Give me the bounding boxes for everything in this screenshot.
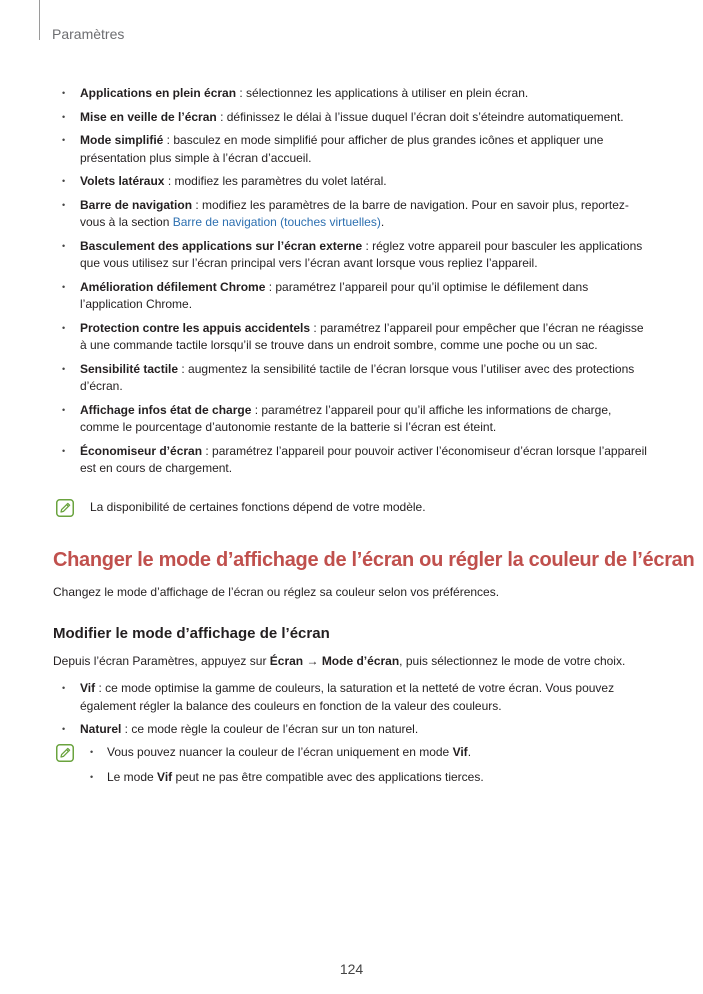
list-item: • Amélioration défilement Chrome : paramétrez l’appareil pour qu’il optimise le défilement dans l’application Chrome.	[62, 279, 652, 314]
list-item: • Sensibilité tactile : augmentez la sensibilité tactile de l’écran lorsque vous l’utiliser avec des protections d’écran.	[62, 361, 652, 396]
settings-list	[62, 85, 652, 484]
subsection-title: Modifier le mode d’affichage de l’écran	[53, 625, 330, 642]
list-item: • Volets latéraux : modifiez les paramètres du volet latéral.	[62, 173, 652, 191]
list-item: • Vif : ce mode optimise la gamme de couleurs, la saturation et la netteté de votre écran. Vous pouvez également régler la balance des couleurs en fonction de la valeur des couleurs.	[62, 680, 652, 715]
list-item: • Applications en plein écran : sélectionnez les applications à utiliser en plein écran.	[62, 85, 652, 103]
list-item: • Barre de navigation : modifiez les paramètres de la barre de navigation. Pour en savoir plus, reportez-vous à la section Barre de navigation (touches virtuelles).	[62, 197, 652, 232]
page-header-title: Paramètres	[52, 26, 125, 42]
list-item: • Affichage infos état de charge : paramétrez l’appareil pour qu’il affiche les informations de charge, comme le pourcentage d’autonomie restante de la batterie si l’écran est éteint.	[62, 402, 652, 437]
list-item: • Mode simplifié : basculez en mode simplifié pour afficher de plus grandes icônes et appliquer une présentation plus simple à l’écran d’accueil.	[62, 132, 652, 167]
note-pencil-icon	[56, 744, 74, 762]
page-number: 124	[339, 961, 364, 977]
section-intro: Changez le mode d’affichage de l’écran ou réglez sa couleur selon vos préférences.	[53, 585, 500, 599]
list-item: • Basculement des applications sur l’écran externe : réglez votre appareil pour basculer les applications que vous utilisez sur l’écran principal vers l’écran avant lorsque vous repliez l’appareil.	[62, 238, 652, 273]
note-text: La disponibilité de certaines fonctions dépend de votre modèle.	[90, 500, 426, 514]
list-item: • Mise en veille de l’écran : définissez le délai à l’issue duquel l’écran doit s’éteindre automatiquement.	[62, 109, 652, 127]
list-item: • Le mode Vif peut ne pas être compatible avec des applications tierces.	[90, 769, 650, 787]
note-pencil-icon	[56, 499, 74, 517]
display-modes-list	[62, 680, 652, 745]
navigation-bar-link[interactable]: Barre de navigation (touches virtuelles)	[172, 215, 381, 229]
list-item: • Protection contre les appuis accidentels : paramétrez l’appareil pour empêcher que l’écran ne réagisse à une commande tactile lorsqu’il se trouve dans un endroit sombre, comme une poche ou un sac.	[62, 320, 652, 355]
list-item: • Naturel : ce mode règle la couleur de l’écran sur un ton naturel.	[62, 721, 652, 739]
section-title: Changer le mode d’affichage de l’écran ou régler la couleur de l’écran	[53, 549, 695, 571]
subsection-intro: Depuis l’écran Paramètres, appuyez sur Écran → Mode d’écran, puis sélectionnez le mode de votre choix.	[53, 654, 626, 668]
list-item: • Vous pouvez nuancer la couleur de l’écran uniquement en mode Vif.	[90, 744, 650, 762]
list-item: • Économiseur d’écran : paramétrez l’appareil pour pouvoir activer l’économiseur d’écran lorsque l’appareil est en cours de chargement.	[62, 443, 652, 478]
note-list	[90, 744, 650, 793]
header-rule	[39, 0, 40, 40]
